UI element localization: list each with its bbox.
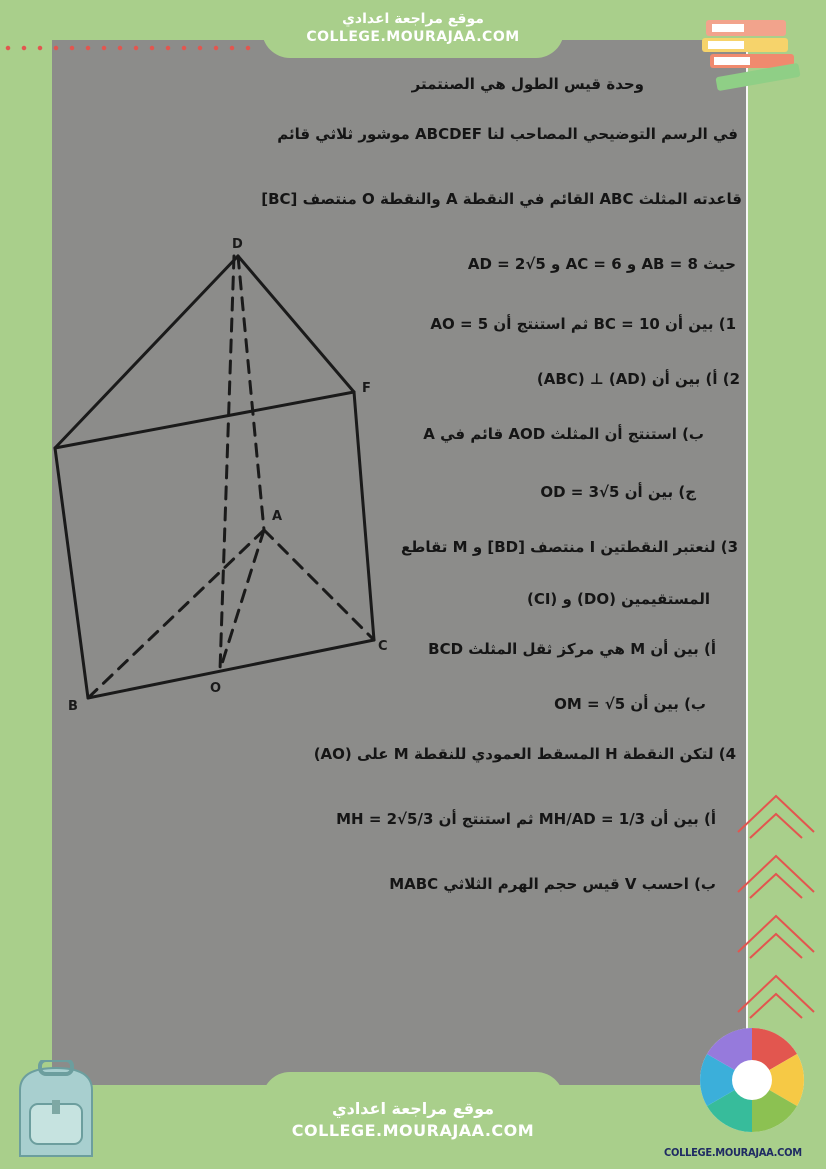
- chevron-decoration-icon: [736, 790, 816, 1030]
- footer-banner: [262, 1072, 564, 1169]
- edge-F-C: [354, 392, 374, 640]
- exercise-line: وحدة قيس الطول هي الصنتمتر: [411, 75, 644, 93]
- exercise-line: ج) بين أن OD = 3√5: [540, 483, 696, 501]
- edge-DA: [238, 256, 264, 530]
- brand-text[interactable]: COLLEGE.MOURAJAA.COM: [664, 1146, 802, 1159]
- footer-site-ar: موقع مراجعة اعدادي: [331, 1099, 495, 1118]
- exercise-line: 1) بين أن BC = 10 ثم استنتج أن AO = 5: [430, 315, 736, 333]
- label-O: O: [210, 681, 222, 696]
- label-D: D: [232, 237, 243, 252]
- exercise-line: في الرسم التوضيحي المصاحب لنا ABCDEF موشور ثلاثي قائم: [277, 125, 738, 143]
- scanned-sheet: [52, 40, 746, 1085]
- header-banner: [262, 0, 564, 58]
- header-site-ar: موقع مراجعة اعدادي: [342, 11, 484, 27]
- label-C: C: [378, 639, 388, 654]
- edge-BC: [88, 640, 374, 698]
- footer-site-en[interactable]: COLLEGE.MOURAJAA.COM: [291, 1121, 535, 1140]
- site-logo-icon: [696, 1024, 808, 1136]
- exercise-line: المستقيمين (DO) و (CI): [526, 590, 710, 608]
- exercise-line: 3) لنعتبر النقطتين I منتصف [BD] و M تقاطع: [400, 538, 738, 556]
- exercise-line: قاعدته المثلث ABC القائم في النقطة A والنقطة O منتصف [BC]: [261, 190, 742, 208]
- exercise-line: ب) بين أن OM = √5: [554, 695, 706, 713]
- exercise-line: أ) بين أن MH/AD = 1/3 ثم استنتج أن MH = 2√5/3: [336, 810, 716, 828]
- backpack-icon: [0, 1060, 112, 1160]
- books-icon: [702, 12, 802, 92]
- header-site-en[interactable]: COLLEGE.MOURAJAA.COM: [306, 29, 520, 45]
- edge-DF: [238, 256, 354, 392]
- exercise-line: ب) استنتج أن المثلث AOD قائم في A: [423, 425, 704, 443]
- exercise-line: أ) بين أن M هي مركز ثقل المثلث BCD: [428, 640, 716, 658]
- label-B: B: [68, 699, 78, 714]
- edge-AC: [264, 530, 374, 640]
- exercise-line: ب) احسب V قيس حجم الهرم الثلاثي MABC: [389, 875, 716, 893]
- exercise-line: 4) لتكن النقطة H المسقط العمودي للنقطة M على (AO): [313, 745, 736, 763]
- prism-figure: [52, 220, 412, 740]
- decorative-dots: [0, 44, 260, 52]
- edge-DO: [220, 256, 234, 670]
- edge-left: [55, 448, 88, 698]
- exercise-line: حيث AB = 8 و AC = 6 و AD = 2√5: [467, 255, 736, 273]
- label-A: A: [272, 509, 283, 524]
- exercise-line: 2) أ) بين أن (AD) ⊥ (ABC): [536, 370, 740, 388]
- label-F: F: [362, 381, 371, 396]
